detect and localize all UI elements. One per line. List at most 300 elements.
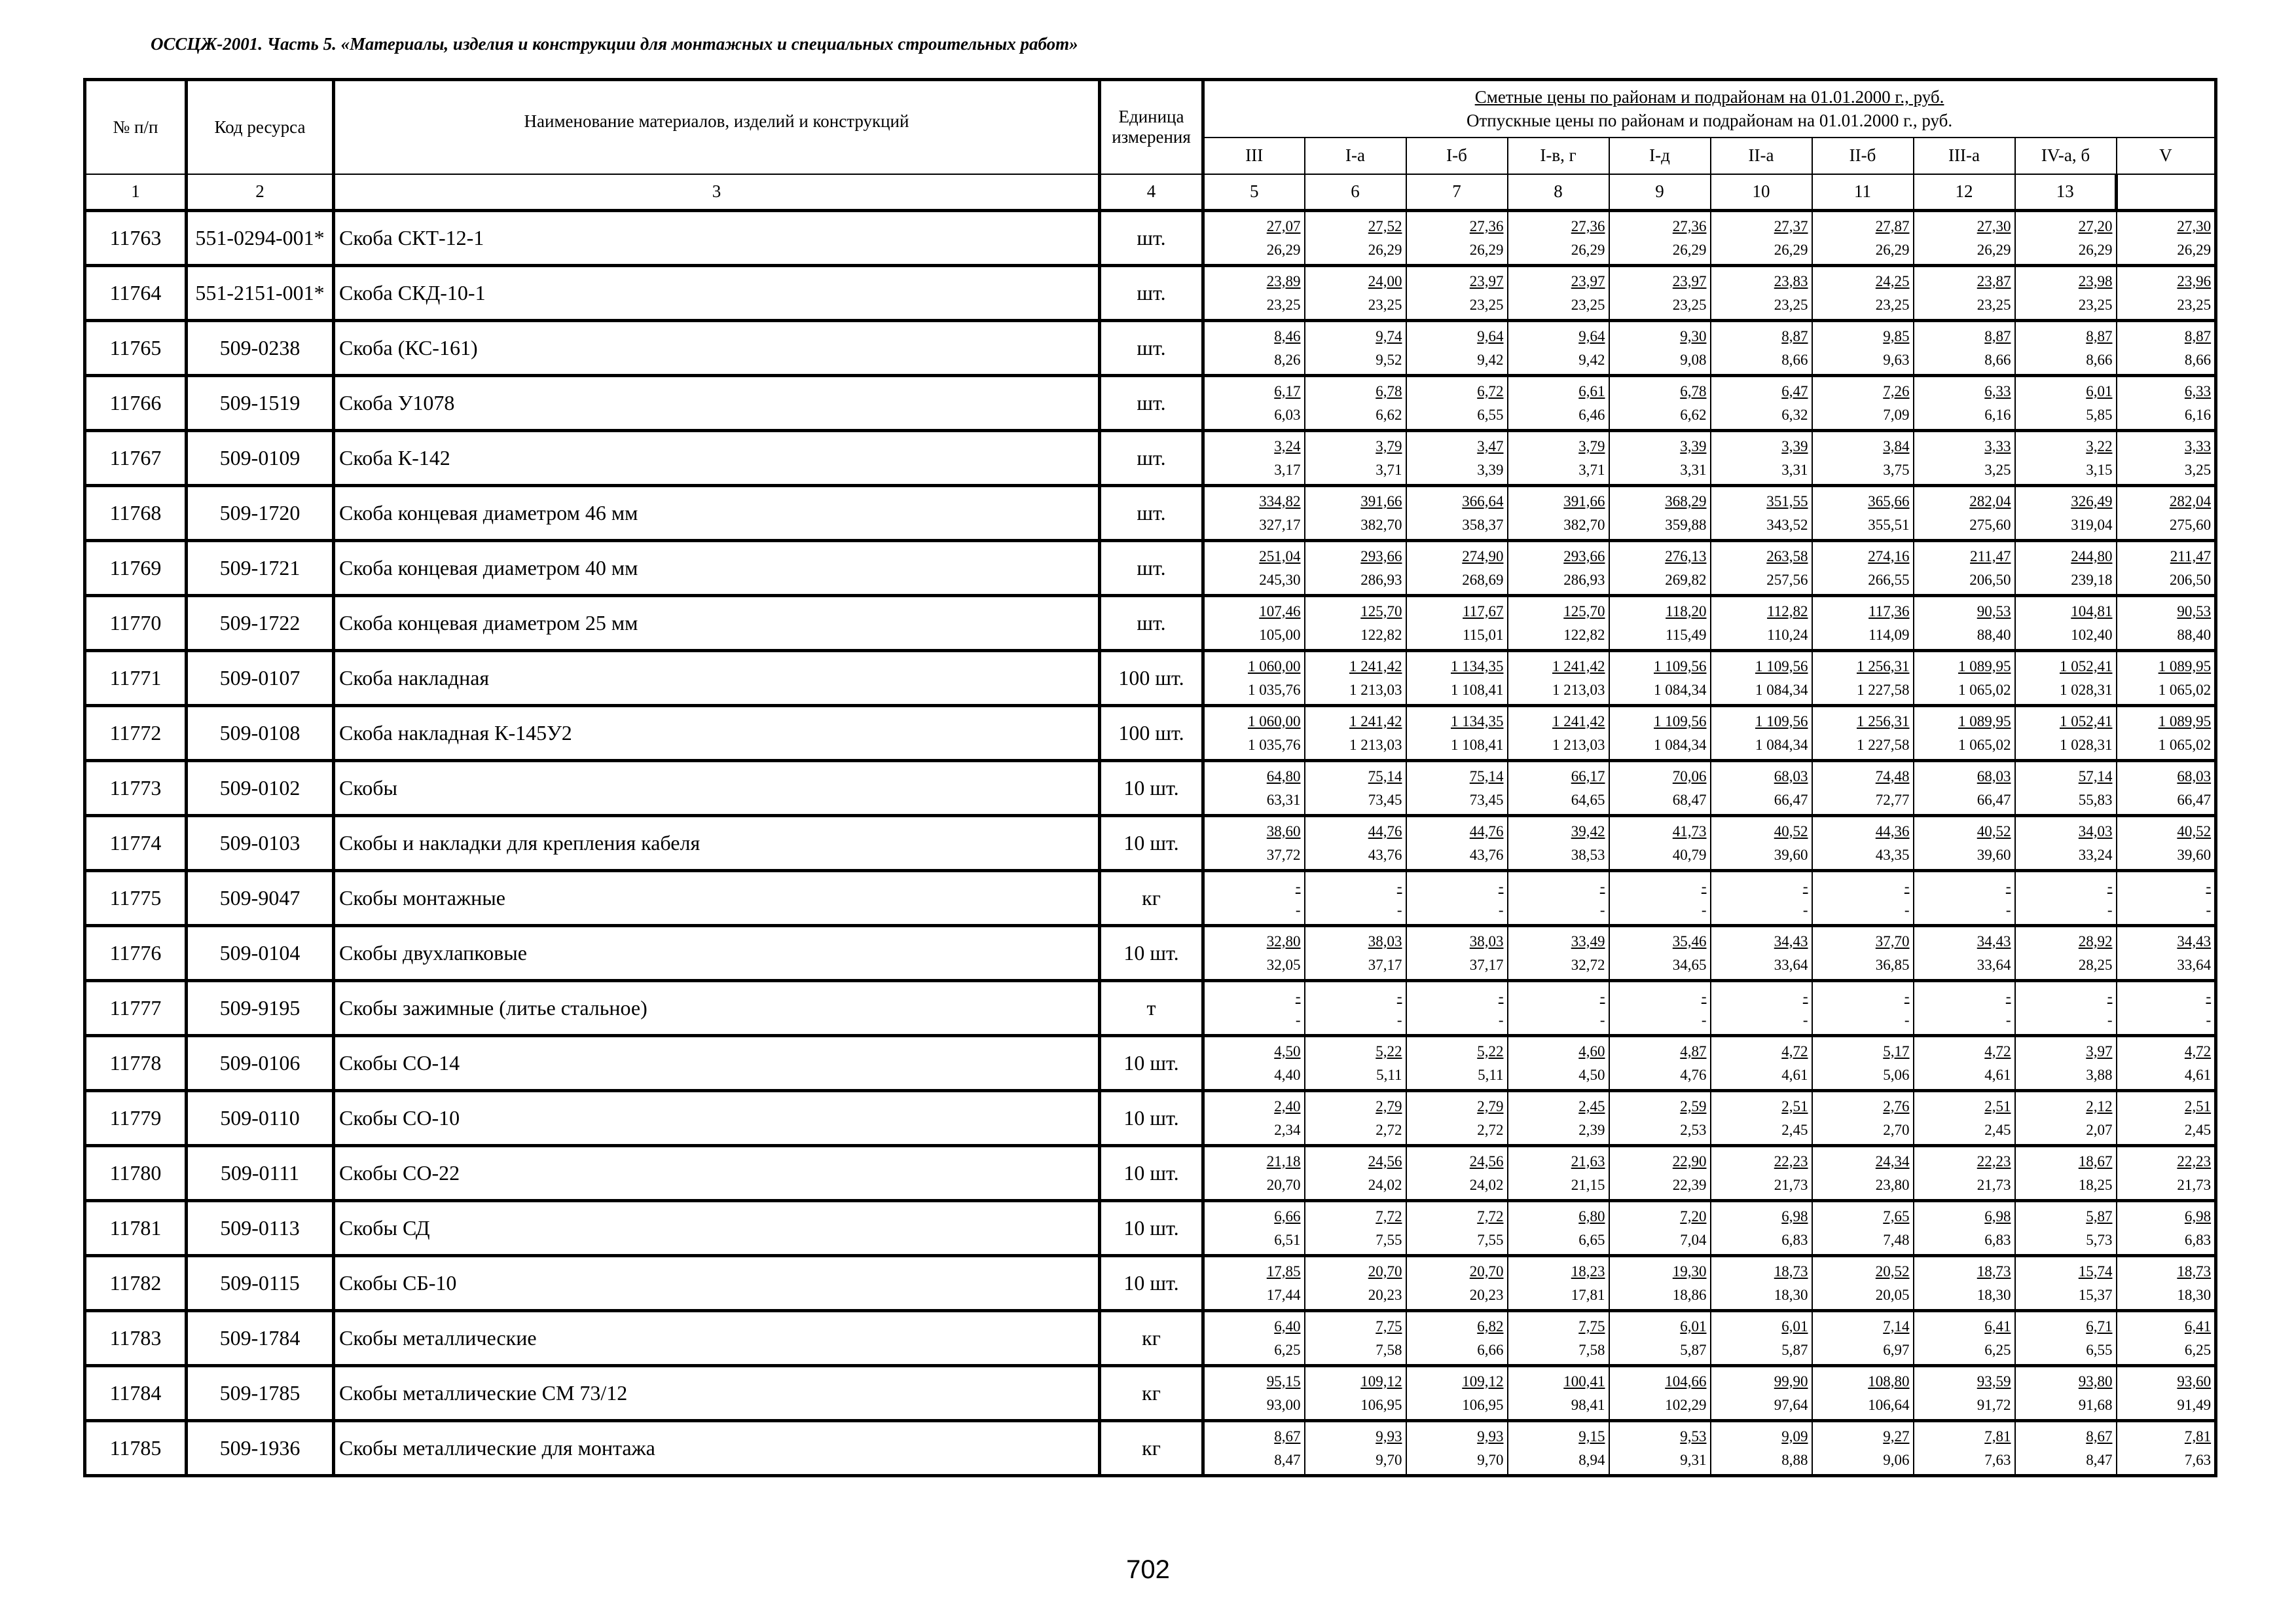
row-number: 11768 [85,486,187,541]
release-price: 4,61 [1781,1066,1808,1083]
row-number: 11778 [85,1036,187,1091]
estimate-price: 66,17 [1571,767,1605,784]
release-price: 106,64 [1868,1396,1910,1413]
estimate-price: 6,40 [1274,1318,1301,1335]
material-name: Скоба СКТ-12-1 [334,211,1100,266]
price-cell [1914,1036,2015,1091]
unit-of-measure: шт. [1100,486,1203,541]
price-cell [1711,376,1812,431]
material-name: Скоба концевая диаметром 40 мм [334,541,1100,596]
release-price: 3,71 [1376,461,1402,478]
price-cell [1305,706,1406,761]
estimate-price: 8,87 [1781,327,1808,344]
estimate-price: - [1904,877,1910,895]
price-cell [1203,981,1305,1036]
estimate-price: 7,81 [1984,1428,2011,1445]
release-price: 6,97 [1883,1341,1910,1358]
price-cell [2117,376,2216,431]
release-price: - [1396,1011,1402,1028]
unit-of-measure: шт. [1100,376,1203,431]
estimate-price: 6,01 [2086,382,2113,399]
material-name: Скобы [334,761,1100,816]
row-number: 11779 [85,1091,187,1146]
release-price: 2,72 [1376,1121,1402,1138]
release-price: 286,93 [1360,571,1402,588]
resource-code: 509-0102 [187,761,334,816]
release-price: 286,93 [1563,571,1605,588]
estimate-price: 391,66 [1563,492,1605,509]
unit-of-measure: 10 шт. [1100,1036,1203,1091]
release-price: 115,49 [1666,626,1707,643]
estimate-price: 5,87 [2086,1208,2113,1225]
estimate-price: 9,53 [1680,1428,1707,1445]
release-price: 7,58 [1578,1341,1605,1358]
estimate-price: 8,67 [1274,1428,1301,1445]
price-cell [2015,541,2117,596]
release-price: 1 213,03 [1349,736,1402,753]
estimate-price: 2,79 [1376,1098,1402,1115]
release-price: 26,29 [2177,241,2212,258]
row-number: 11771 [85,651,187,706]
unit-of-measure: шт. [1100,541,1203,596]
estimate-price: 75,14 [1368,767,1402,784]
release-price: 7,55 [1477,1231,1504,1248]
estimate-price: 2,12 [2086,1098,2113,1115]
price-cell [1406,1421,1508,1476]
release-price: 66,47 [1977,791,2011,808]
price-cell [2117,1146,2216,1201]
price-cell [2015,486,2117,541]
estimate-price: 18,67 [2078,1153,2113,1170]
price-cell [1406,761,1508,816]
release-price: 6,83 [1984,1231,2011,1248]
release-price: 4,61 [1984,1066,2011,1083]
estimate-price: 9,64 [1477,327,1504,344]
estimate-price: 27,52 [1368,217,1402,234]
price-cell [1508,541,1609,596]
estimate-price: 4,87 [1680,1043,1707,1060]
resource-code: 509-1721 [187,541,334,596]
price-cell [1203,1366,1305,1421]
price-cell [1406,706,1508,761]
price-cell [1812,596,1914,651]
release-price: 1 065,02 [1958,681,2011,698]
price-cell [2117,1091,2216,1146]
release-price: 245,30 [1259,571,1301,588]
estimate-price: 27,30 [2177,217,2212,234]
price-cell [1609,981,1711,1036]
estimate-price: 293,66 [1360,547,1402,564]
price-cell [1203,926,1305,981]
price-cell [1812,1146,1914,1201]
estimate-price: - [1295,877,1301,895]
estimate-price: 334,82 [1259,492,1301,509]
release-price: 88,40 [1977,626,2011,643]
estimate-price: 6,61 [1578,382,1605,399]
estimate-price: 1 109,56 [1654,657,1707,674]
row-number: 11769 [85,541,187,596]
estimate-price: 2,45 [1578,1098,1605,1115]
release-price: 1 035,76 [1248,681,1301,698]
release-price: 37,72 [1266,846,1301,863]
estimate-price: 2,51 [1984,1098,2011,1115]
release-price: 33,64 [2177,956,2212,973]
price-cell [1711,431,1812,486]
price-cell [1508,816,1609,871]
release-price: 9,70 [1376,1451,1402,1468]
release-price: 6,25 [1984,1341,2011,1358]
row-number: 11764 [85,266,187,321]
estimate-price: 7,81 [2184,1428,2212,1445]
release-price: 6,55 [1477,406,1504,423]
price-cell [1914,1091,2015,1146]
release-price: 6,03 [1274,406,1301,423]
release-price: 9,31 [1680,1451,1707,1468]
release-price: - [2005,1011,2011,1028]
price-cell [1508,1366,1609,1421]
release-price: 33,24 [2078,846,2113,863]
resource-code: 509-0109 [187,431,334,486]
price-cell [1711,211,1812,266]
price-cell [1812,761,1914,816]
price-cell [1914,1421,2015,1476]
release-price: 28,25 [2078,956,2113,973]
estimate-price: 6,01 [1781,1318,1808,1335]
estimate-price: 99,90 [1774,1373,1808,1390]
estimate-price: 6,01 [1680,1318,1707,1335]
release-price: 66,47 [2177,791,2212,808]
price-cell [2015,651,2117,706]
release-price: 8,66 [2184,351,2212,368]
release-price: 8,47 [1274,1451,1301,1468]
estimate-price: 24,25 [1875,272,1910,289]
release-price: 3,25 [2184,461,2212,478]
estimate-price: 15,74 [2078,1263,2113,1280]
estimate-price: 34,03 [2078,822,2113,840]
price-cell [1406,486,1508,541]
column-index: 8 [1508,174,1609,211]
release-price: 5,06 [1883,1066,1910,1083]
estimate-price: 23,89 [1266,272,1301,289]
estimate-price: 27,36 [1469,217,1504,234]
price-cell [1406,1311,1508,1366]
estimate-price: 23,96 [2177,272,2212,289]
estimate-price: - [1396,987,1402,1005]
region-header: I-а [1305,138,1406,174]
release-price: 93,00 [1266,1396,1301,1413]
estimate-price: 39,42 [1571,822,1605,840]
estimate-price: 8,67 [2086,1428,2113,1445]
release-price: 23,25 [1672,296,1707,313]
estimate-price: 1 109,56 [1755,657,1808,674]
row-number: 11766 [85,376,187,431]
release-price: 5,87 [1680,1341,1707,1358]
price-cell [1812,1256,1914,1311]
release-price: - [1802,1011,1808,1028]
release-price: - [2206,901,2212,918]
release-price: 18,86 [1672,1286,1707,1303]
release-price: 257,56 [1766,571,1808,588]
estimate-price: 125,70 [1360,602,1402,619]
price-cell [2015,761,2117,816]
estimate-price: 1 052,41 [2060,657,2113,674]
release-price: 359,88 [1665,516,1707,533]
row-number: 11777 [85,981,187,1036]
unit-of-measure: 10 шт. [1100,1256,1203,1311]
table-row [85,486,2216,541]
price-cell [1914,211,2015,266]
release-price: 22,39 [1672,1176,1707,1193]
release-price: 9,63 [1883,351,1910,368]
region-header: III [1203,138,1305,174]
release-price: 6,83 [1781,1231,1808,1248]
price-cell [2015,1036,2117,1091]
price-cell [1711,706,1812,761]
estimate-price: 1 256,31 [1857,712,1910,729]
release-price: 18,30 [2177,1286,2212,1303]
region-header: II-а [1711,138,1812,174]
estimate-price: 5,22 [1477,1043,1504,1060]
region-header: I-д [1609,138,1711,174]
price-cell [1508,1146,1609,1201]
estimate-price: 18,73 [1774,1263,1808,1280]
price-cell [1305,1311,1406,1366]
row-number: 11776 [85,926,187,981]
release-price: 3,88 [2086,1066,2113,1083]
release-price: 1 065,02 [2158,736,2212,753]
estimate-price: 6,47 [1781,382,1808,399]
price-cell [1711,1256,1812,1311]
estimate-price: 117,67 [1463,602,1504,619]
release-price: 18,30 [1774,1286,1808,1303]
estimate-price: 3,33 [2184,437,2212,454]
price-cell [1711,596,1812,651]
table-row [85,1311,2216,1366]
release-price: 91,49 [2177,1396,2212,1413]
release-price: 6,66 [1477,1341,1504,1358]
region-header: III-а [1914,138,2015,174]
price-cell [1508,706,1609,761]
row-number: 11781 [85,1201,187,1256]
price-cell [1914,1366,2015,1421]
estimate-price: 9,09 [1781,1428,1808,1445]
price-cell [1711,981,1812,1036]
estimate-price: 9,27 [1883,1428,1910,1445]
estimate-price: 38,60 [1266,822,1301,840]
release-price: - [1599,901,1605,918]
price-cell [1305,486,1406,541]
price-cell [1812,266,1914,321]
release-price: 33,64 [1774,956,1808,973]
release-price: 114,09 [1868,626,1910,643]
release-price: 102,29 [1665,1396,1707,1413]
estimate-price: 27,20 [2078,217,2113,234]
estimate-price: - [1904,987,1910,1005]
estimate-price: 2,59 [1680,1098,1707,1115]
table-row [85,266,2216,321]
price-cell [1406,816,1508,871]
estimate-price: 22,23 [1977,1153,2011,1170]
price-cell [1305,1256,1406,1311]
release-price: 20,23 [1469,1286,1504,1303]
price-cell [2117,541,2216,596]
price-cell [2015,1366,2117,1421]
estimate-price: 34,43 [2177,932,2212,950]
release-price: 5,73 [2086,1231,2113,1248]
estimate-price: 365,66 [1868,492,1910,509]
header-release-prices: Отпускные цены по районам и подрайонам на 01.01.2000 г., руб. [1466,111,1953,131]
estimate-price: - [2107,987,2113,1005]
price-cell [1508,1256,1609,1311]
price-cell [1609,816,1711,871]
estimate-price: 244,80 [2071,547,2113,564]
header-prices [1203,80,2216,138]
price-cell [1305,211,1406,266]
release-price: 20,05 [1875,1286,1910,1303]
price-cell [1711,541,1812,596]
estimate-price: 33,49 [1571,932,1605,950]
unit-of-measure: 10 шт. [1100,816,1203,871]
price-cell [1609,321,1711,376]
release-price: 6,62 [1376,406,1402,423]
price-cell [1711,486,1812,541]
price-cell [1305,981,1406,1036]
estimate-price: 1 241,42 [1552,657,1605,674]
resource-code: 509-1784 [187,1311,334,1366]
price-cell [1914,651,2015,706]
unit-of-measure: 10 шт. [1100,926,1203,981]
price-cell [1203,376,1305,431]
price-cell [1711,1421,1812,1476]
price-cell [1203,321,1305,376]
release-price: 3,71 [1578,461,1605,478]
material-name: Скобы металлические для монтажа [334,1421,1100,1476]
estimate-price: 3,47 [1477,437,1504,454]
unit-of-measure: шт. [1100,431,1203,486]
price-cell [1508,926,1609,981]
estimate-price: 6,33 [1984,382,2011,399]
price-cell [1508,431,1609,486]
estimate-price: 1 089,95 [1958,712,2011,729]
header-num: № п/п [85,80,187,174]
estimate-price: 74,48 [1875,767,1910,784]
release-price: 268,69 [1462,571,1504,588]
price-cell [2117,871,2216,926]
price-cell [1609,1366,1711,1421]
estimate-price: 1 060,00 [1248,712,1301,729]
estimate-price: 1 060,00 [1248,657,1301,674]
column-index: 12 [1914,174,2015,211]
estimate-price: 2,79 [1477,1098,1504,1115]
release-price: 26,29 [1977,241,2011,258]
release-price: 37,17 [1469,956,1504,973]
price-cell [2015,816,2117,871]
release-price: 1 084,34 [1654,736,1707,753]
price-cell [1203,1036,1305,1091]
release-price: 20,23 [1368,1286,1402,1303]
release-price: 1 035,76 [1248,736,1301,753]
estimate-price: 8,46 [1274,327,1301,344]
estimate-price: 32,80 [1266,932,1301,950]
release-price: 4,40 [1274,1066,1301,1083]
price-cell [2117,266,2216,321]
price-cell [1812,1036,1914,1091]
unit-of-measure: 10 шт. [1100,1201,1203,1256]
estimate-price: 4,72 [2184,1043,2212,1060]
estimate-price: 1 109,56 [1755,712,1808,729]
estimate-price: 282,04 [1969,492,2011,509]
price-cell [1305,541,1406,596]
resource-code: 509-1785 [187,1366,334,1421]
release-price: - [1295,1011,1301,1028]
page-number: 702 [1126,1555,1170,1584]
price-cell [1508,211,1609,266]
release-price: 9,52 [1376,351,1402,368]
release-price: 2,39 [1578,1121,1605,1138]
release-price: 5,11 [1478,1066,1504,1083]
price-cell [1609,1036,1711,1091]
material-name: Скобы СД [334,1201,1100,1256]
price-cell [1711,266,1812,321]
price-cell [1711,926,1812,981]
column-index: 10 [1711,174,1812,211]
release-price: 8,47 [2086,1451,2113,1468]
row-number: 11775 [85,871,187,926]
price-cell [1203,1311,1305,1366]
release-price: 4,76 [1680,1066,1707,1083]
release-price: 21,15 [1571,1176,1605,1193]
release-price: 106,95 [1360,1396,1402,1413]
release-price: 6,25 [2184,1341,2212,1358]
estimate-price: 2,51 [1781,1098,1808,1115]
price-cell [2117,926,2216,981]
price-cell [1406,1256,1508,1311]
release-price: 6,25 [1274,1341,1301,1358]
price-cell [1406,1091,1508,1146]
row-number: 11763 [85,211,187,266]
unit-of-measure: кг [1100,871,1203,926]
release-price: 26,29 [1571,241,1605,258]
release-price: 7,63 [2184,1451,2212,1468]
material-name: Скобы металлические СМ 73/12 [334,1366,1100,1421]
estimate-price: - [2206,987,2212,1005]
release-price: - [1498,1011,1504,1028]
estimate-price: 7,65 [1883,1208,1910,1225]
price-cell [2117,1256,2216,1311]
release-price: 6,46 [1578,406,1605,423]
release-price: 9,42 [1578,351,1605,368]
price-cell [1609,486,1711,541]
price-cell [1203,1091,1305,1146]
price-cell [1305,596,1406,651]
unit-of-measure: шт. [1100,266,1203,321]
estimate-price: 9,30 [1680,327,1707,344]
release-price: 382,70 [1360,516,1402,533]
price-cell [1203,266,1305,321]
price-cell [2117,596,2216,651]
release-price: 23,25 [2078,296,2113,313]
release-price: 3,75 [1883,461,1910,478]
resource-code: 509-0104 [187,926,334,981]
estimate-price: 104,66 [1665,1373,1707,1390]
price-cell [1914,761,2015,816]
release-price: 1 084,34 [1755,681,1808,698]
price-cell [1609,1201,1711,1256]
release-price: 5,87 [1781,1341,1808,1358]
release-price: - [2107,1011,2113,1028]
estimate-price: 6,98 [1984,1208,2011,1225]
material-name: Скобы металлические [334,1311,1100,1366]
